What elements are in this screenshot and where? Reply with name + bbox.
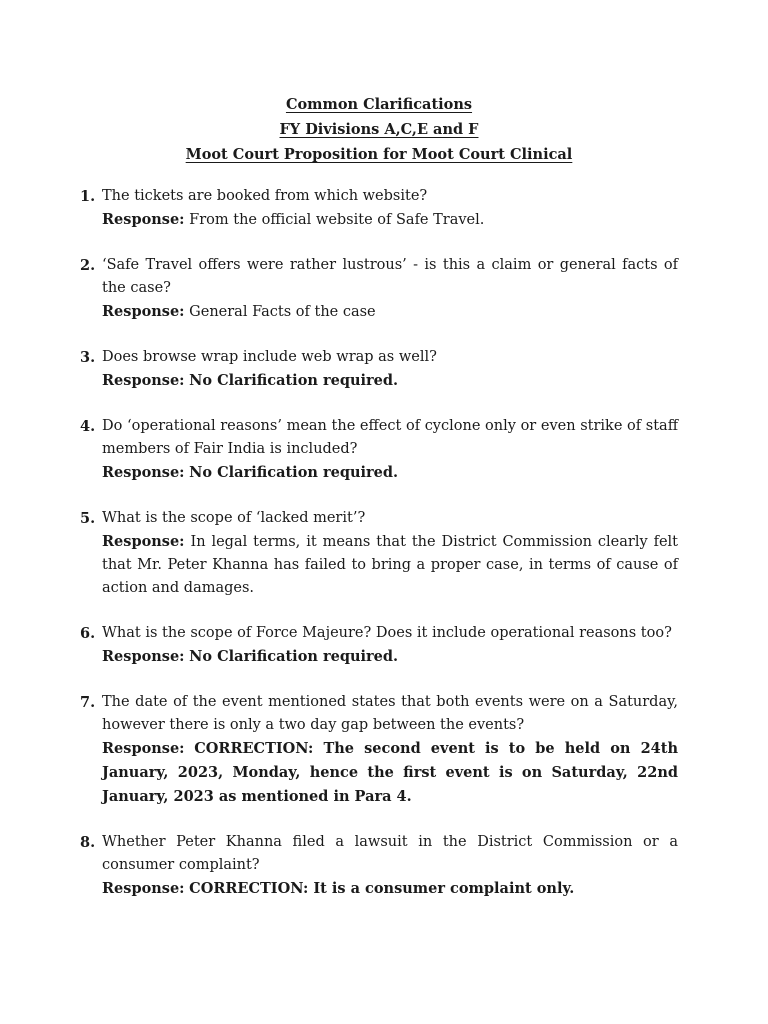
item-body [102, 415, 678, 485]
response-text: No Clarification required. [189, 648, 399, 665]
clarification-item [80, 185, 678, 232]
clarification-item [80, 254, 678, 324]
item-body [102, 622, 678, 669]
response-line [102, 369, 678, 393]
response-label: Response: [102, 648, 185, 665]
response-text: General Facts of the case [189, 304, 376, 320]
clarification-item [80, 622, 678, 669]
response-line [102, 461, 678, 485]
document-header [80, 92, 678, 167]
response-text: CORRECTION: It is a consumer complaint only. [189, 880, 575, 897]
response-line [102, 877, 678, 901]
item-number: 5. [80, 510, 96, 527]
clarification-list [80, 185, 678, 901]
response-label: Response: [102, 464, 185, 481]
question-text: The tickets are booked from which website? [102, 188, 428, 204]
clarification-item [80, 346, 678, 393]
item-number: 6. [80, 625, 96, 642]
response-line [102, 300, 678, 324]
response-label: Response: [102, 303, 185, 320]
item-body [102, 346, 678, 393]
question-text: ‘Safe Travel offers were rather lustrous’ - is this a claim or general facts of the case? [102, 257, 678, 296]
item-number: 3. [80, 349, 96, 366]
item-number: 1. [80, 188, 96, 205]
clarification-item [80, 507, 678, 600]
response-label: Response: [102, 880, 185, 897]
response-label: Response: [102, 533, 185, 550]
item-number: 8. [80, 834, 96, 851]
question-text: Does browse wrap include web wrap as well? [102, 349, 437, 365]
item-number: 7. [80, 694, 96, 711]
header-proposition: Moot Court Proposition for Moot Court Clinical [185, 146, 573, 163]
response-text: No Clarification required. [189, 372, 399, 389]
clarification-item [80, 691, 678, 809]
response-label: Response: [102, 211, 185, 228]
item-body [102, 185, 678, 232]
response-text: CORRECTION: The second event is to be held on 24th January, 2023, Monday, hence the first event is on Saturday, 22nd January, 2023 as mentioned in Para 4. [102, 740, 678, 805]
response-line [102, 737, 678, 809]
clarification-item [80, 831, 678, 901]
header-title: Common Clarifications [285, 96, 473, 113]
response-line [102, 208, 678, 232]
item-body [102, 691, 678, 809]
response-label: Response: [102, 740, 185, 757]
header-divisions: FY Divisions A,C,E and F [279, 121, 479, 138]
item-body [102, 831, 678, 901]
question-text: The date of the event mentioned states that both events were on a Saturday, however there is only a two day gap between the events? [102, 694, 678, 733]
response-line [102, 530, 678, 600]
clarification-item [80, 415, 678, 485]
response-text: From the official website of Safe Travel. [189, 212, 485, 228]
response-line [102, 645, 678, 669]
item-body [102, 254, 678, 324]
response-text: In legal terms, it means that the District Commission clearly felt that Mr. Peter Khanna has failed to bring a proper case, in terms of cause of action and damages. [102, 534, 679, 596]
item-body [102, 507, 678, 600]
question-text: Whether Peter Khanna filed a lawsuit in the District Commission or a consumer complaint? [102, 834, 678, 873]
question-text: Do ‘operational reasons’ mean the effect of cyclone only or even strike of staff members of Fair India is included? [102, 418, 678, 457]
item-number: 2. [80, 257, 96, 274]
question-text: What is the scope of Force Majeure? Does it include operational reasons too? [102, 625, 672, 641]
item-number: 4. [80, 418, 96, 435]
question-text: What is the scope of ‘lacked merit’? [102, 510, 366, 526]
response-label: Response: [102, 372, 185, 389]
response-text: No Clarification required. [189, 464, 399, 481]
